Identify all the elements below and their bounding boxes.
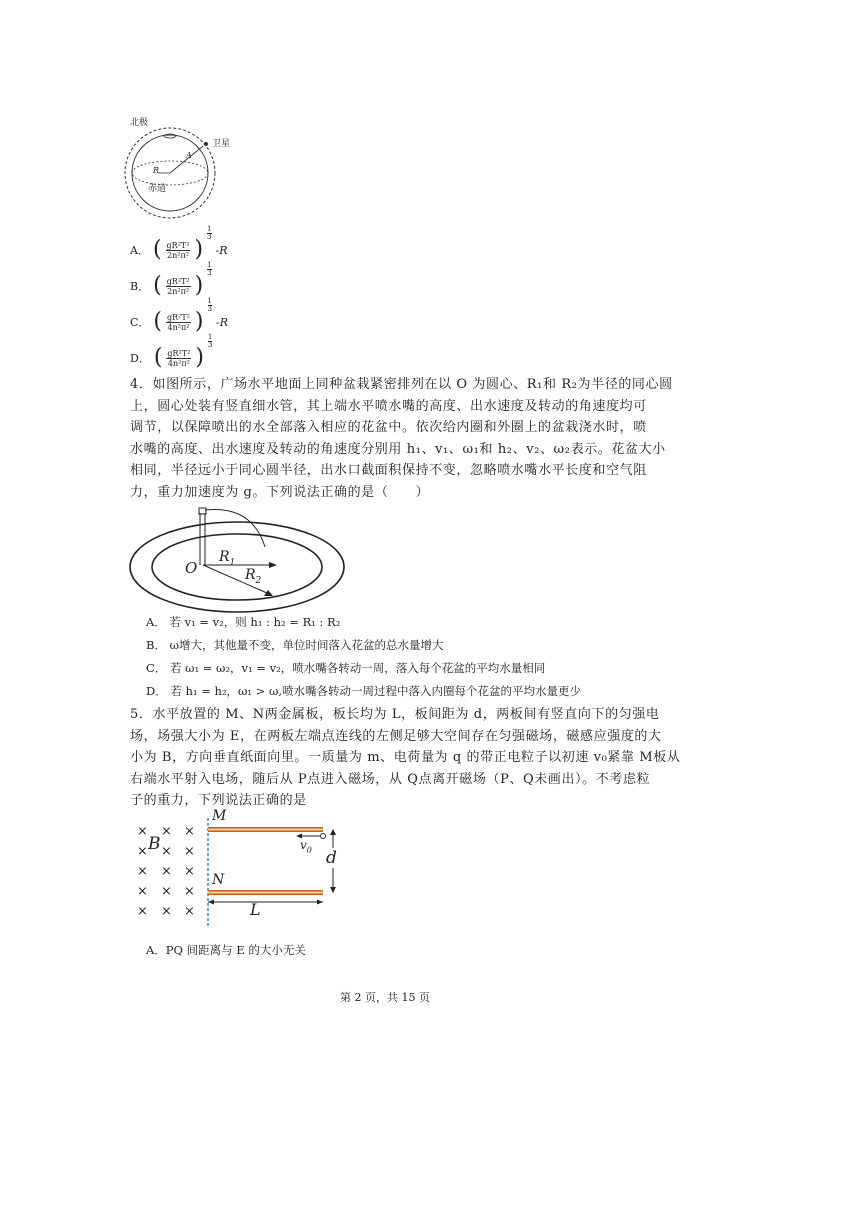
north-pole-label: 北极 xyxy=(130,118,149,128)
q4-option-d[interactable]: D． 若 h₁ = h₂，ω₁ > ω,喷水嘴各转动一周过程中落入内圈每个花盆的平均水量更少 xyxy=(146,684,581,698)
q4-line: 水嘴的高度、出水速度及转动的角速度分别用 h₁、v₁、ω₁和 h₂、v₂、ω₂表示。花盆大小 xyxy=(130,441,666,457)
radius-r-label: R xyxy=(153,166,160,175)
exponent-num: 1 xyxy=(207,333,213,341)
denominator: 4n²π² xyxy=(167,322,190,332)
q4-option-a[interactable]: A． 若 v₁ = v₂，则 h₁ : h₂ = R₁ : R₂ xyxy=(146,615,341,629)
q5-line: 5．水平放置的 M、N两金属板，板长均为 L，板间距为 d，两板间有竖直向下的匀强电 xyxy=(130,707,660,722)
q3-option-c[interactable]: C． ( $\frac{\text{gR²T²}}{\text{4n²π²}}$ ) $\frac{1}{3}$ -R xyxy=(130,297,228,334)
option-label: D． xyxy=(130,352,150,365)
satellite-label: 卫星 xyxy=(212,139,231,149)
q4-option-c[interactable]: C． 若 ω₁ = ω₂，v₁ = v₂，喷水嘴各转动一周，落入每个花盆的平均水量相同 xyxy=(146,661,546,675)
cross-mark: × xyxy=(184,904,195,919)
q4-line: 4．如图所示，广场水平地面上同种盆栽紧密排列在以 O 为圆心、R₁和 R₂为半径的同心圆 xyxy=(130,377,673,392)
numerator: gR²T² xyxy=(166,240,190,250)
q4-options xyxy=(146,611,746,703)
numerator: gR²T² xyxy=(167,312,190,322)
cross-mark: × xyxy=(161,844,172,859)
fountain-diagram xyxy=(127,505,347,615)
concentric-circle-figure xyxy=(127,505,347,615)
q5-line: 右端水平射入电场，随后从 P点进入磁场，从 Q点离开磁场（P、Q未画出）。不考虑粒 xyxy=(130,771,651,787)
q4-line: 相同，半径远小于同心圆半径，出水口截面积保持不变，忽略喷水嘴水平长度和空气阻 xyxy=(130,463,647,478)
cross-mark: × xyxy=(184,864,195,879)
earth-diagram xyxy=(120,118,240,223)
exponent-num: 1 xyxy=(207,225,212,233)
point-a-label: A xyxy=(186,151,192,160)
cross-mark: × xyxy=(161,884,172,899)
cross-mark: × xyxy=(184,824,195,839)
exponent-den: 3 xyxy=(207,305,212,313)
option-label: B． xyxy=(130,280,150,293)
q3-options xyxy=(130,225,330,376)
option-suffix: -R xyxy=(215,315,228,329)
q5-line: 场，场强大小为 E，在两板左端点连线的左侧足够大空间存在匀强磁场，磁感应强度的大 xyxy=(130,728,662,744)
q4-line: 力，重力加速度为 g。下列说法正确的是（ ） xyxy=(130,484,430,500)
l-label: L xyxy=(250,900,261,919)
q5-option-a[interactable]: A．PQ 间距离与 E 的大小无关 xyxy=(146,943,306,957)
cross-mark: × xyxy=(161,824,172,839)
v0-label xyxy=(300,838,312,854)
denominator: 2n²π² xyxy=(167,250,189,260)
q4-line: 上，圆心处装有竖直细水管，其上端水平喷水嘴的高度、出水速度及转动的角速度均可 xyxy=(130,398,647,414)
plate-m-label: M xyxy=(212,808,227,824)
q5-line: 子的重力，下列说法正确的是 xyxy=(130,793,307,808)
capacitor-field-figure xyxy=(128,810,358,930)
numerator: gR²T² xyxy=(167,348,191,358)
option-suffix: -R xyxy=(215,243,228,257)
v0-subscript: 0 xyxy=(306,845,312,855)
r1-label xyxy=(219,549,235,568)
cross-mark: × xyxy=(184,844,195,859)
denominator: 4n²π² xyxy=(167,358,190,368)
cross-mark: × xyxy=(161,864,172,879)
cross-mark: × xyxy=(137,904,148,919)
exponent-den: 3 xyxy=(207,341,213,349)
cross-mark: × xyxy=(137,864,148,879)
numerator: gR²T² xyxy=(166,276,190,286)
b-field-label: B xyxy=(148,834,161,854)
denominator: 2n²π² xyxy=(167,286,190,296)
d-label: d xyxy=(326,848,337,868)
equator-label: 赤道 xyxy=(148,184,167,194)
cross-mark: × xyxy=(137,884,148,899)
r2-subscript: 2 xyxy=(255,575,262,586)
cross-mark: × xyxy=(161,904,172,919)
exponent-den: 3 xyxy=(207,233,212,241)
cross-mark: × xyxy=(184,884,195,899)
exponent-den: 3 xyxy=(207,269,212,277)
exponent-num: 1 xyxy=(207,261,212,269)
plate-n-label: N xyxy=(212,872,225,888)
option-label: C． xyxy=(130,316,150,329)
exponent-num: 1 xyxy=(207,297,212,305)
q3-option-d[interactable]: D． ( $\frac{\text{gR²T²}}{\text{4n²π²}}$ ) $\frac{1}{3}$ xyxy=(130,333,213,370)
q4-option-b[interactable]: B． ω增大，其他量不变，单位时间落入花盆的总水量增大 xyxy=(146,638,444,652)
q3-option-b[interactable]: B． ( $\frac{\text{gR²T²}}{\text{2n²π²}}$ ) $\frac{1}{3}$ xyxy=(130,261,212,298)
option-label: A． xyxy=(130,244,149,257)
page-footer: 第 2 页，共 15 页 xyxy=(340,991,430,1004)
q4-stem xyxy=(130,374,750,503)
cross-mark: × xyxy=(137,844,148,859)
v0-letter: v xyxy=(300,838,307,852)
center-o-label: O xyxy=(185,559,198,577)
cross-mark: × xyxy=(137,824,148,839)
r2-label xyxy=(245,567,261,586)
r2-letter: R xyxy=(245,567,256,583)
q3-option-a[interactable]: A． ( $\frac{\text{gR²T²}}{\text{2n²π²}}$ ) $\frac{1}{3}$ -R xyxy=(130,225,228,262)
q5-stem xyxy=(130,704,750,812)
earth-satellite-figure xyxy=(120,118,240,223)
q4-line: 调节，以保障喷出的水全部落入相应的花盆中。依次给内圈和外圈上的盆栽浇水时，喷 xyxy=(130,420,647,435)
r1-subscript: 1 xyxy=(229,557,236,568)
r1-letter: R xyxy=(219,549,230,565)
q5-line: 小为 B，方向垂直纸面向里。一质量为 m、电荷量为 q 的带正电粒子以初速 v₀紧靠 M板从 xyxy=(130,750,681,765)
